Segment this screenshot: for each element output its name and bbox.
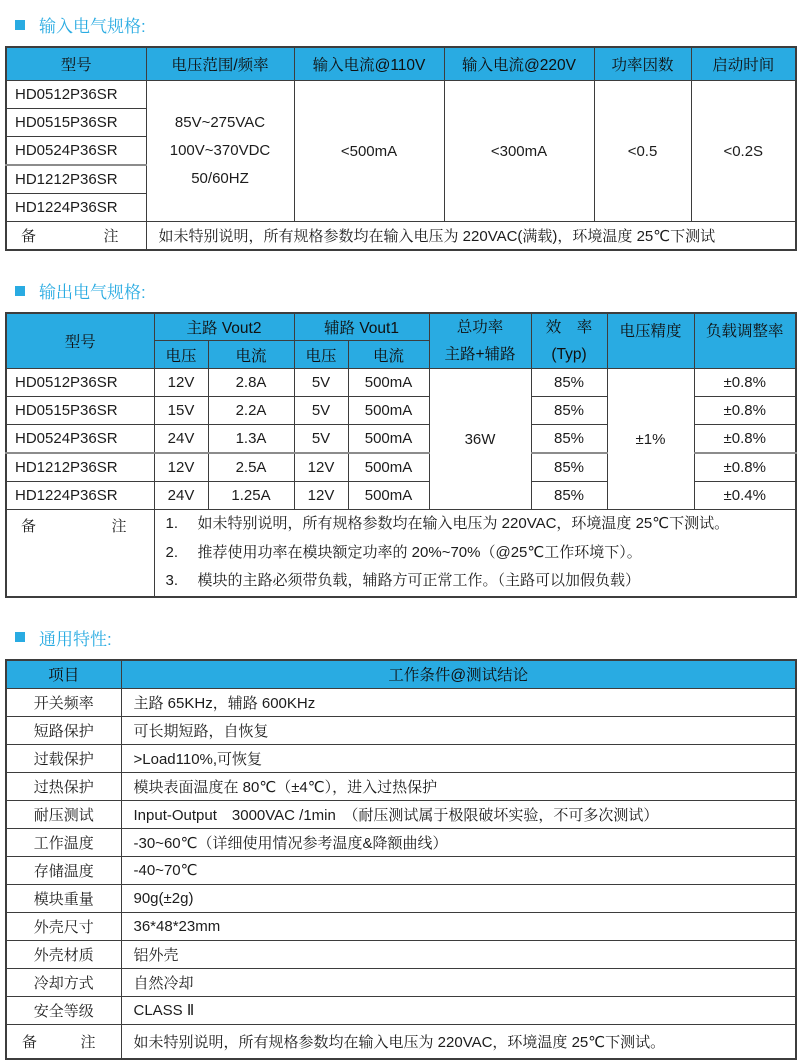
efficiency-cell: 85% [531,482,607,510]
aux-voltage-cell: 12V [294,482,348,510]
note-row [6,222,796,251]
model-cell: HD0515P36SR [6,109,146,137]
col-header-current-110: 输入电流@110V [294,47,444,81]
value-cell: -40~70℃ [121,856,796,884]
table-row [6,828,796,856]
load-regulation-cell: ±0.4% [694,482,796,510]
item-cell: 安全等级 [6,996,121,1024]
note-row [6,1024,796,1059]
value-cell: 主路 65KHz，辅路 600KHz [121,688,796,716]
table-row [6,856,796,884]
aux-current-cell: 500mA [348,482,429,510]
efficiency-cell: 85% [531,425,607,454]
col-header-current-220: 输入电流@220V [444,47,594,81]
load-regulation-cell: ±0.8% [694,425,796,454]
item-cell: 存储温度 [6,856,121,884]
aux-voltage-cell: 5V [294,397,348,425]
input-spec-table [5,46,797,251]
value-cell: -30~60℃（详细使用情况参考温度&降额曲线） [121,828,796,856]
item-cell: 短路保护 [6,716,121,744]
item-cell: 模块重量 [6,884,121,912]
startup-time-cell: <0.2S [691,81,796,222]
main-current-cell: 2.2A [208,397,294,425]
item-cell: 外壳尺寸 [6,912,121,940]
main-current-cell: 2.8A [208,369,294,397]
efficiency-cell: 85% [531,369,607,397]
main-voltage-cell: 24V [154,425,208,454]
section-header-output [15,278,800,303]
col-header-main-current: 电流 [208,341,294,369]
section-title-general: 通用特性: [39,629,112,649]
col-header-aux-voltage: 电压 [294,341,348,369]
col-header-model: 型号 [6,47,146,81]
model-cell: HD0512P36SR [6,369,154,397]
section-header-general [15,625,800,650]
value-cell: 自然冷却 [121,968,796,996]
col-header-aux-current: 电流 [348,341,429,369]
aux-voltage-cell: 5V [294,425,348,454]
col-header-main-voltage: 电压 [154,341,208,369]
main-voltage-cell: 15V [154,397,208,425]
note-row [6,510,796,597]
col-header-aux-output: 辅路 Vout1 [294,313,429,341]
item-cell: 冷却方式 [6,968,121,996]
aux-voltage-cell: 5V [294,369,348,397]
efficiency-cell: 85% [531,453,607,482]
model-cell: HD0524P36SR [6,425,154,454]
item-cell: 过载保护 [6,744,121,772]
efficiency-cell: 85% [531,397,607,425]
col-header-load-regulation: 负载调整率 [694,313,796,369]
main-voltage-cell: 24V [154,482,208,510]
col-header-voltage-precision: 电压精度 [607,313,694,369]
power-factor-cell: <0.5 [594,81,691,222]
section-title-output: 输出电气规格: [39,283,146,302]
current-110-cell: <500mA [294,81,444,222]
col-header-condition: 工作条件@测试结论 [121,660,796,689]
load-regulation-cell: ±0.8% [694,369,796,397]
general-spec-table [5,659,797,1060]
section-title-input: 输入电气规格: [39,17,146,36]
section-bullet-icon [15,632,25,642]
value-cell: CLASS Ⅱ [121,996,796,1024]
note-label-cell: 备 注 [6,510,154,597]
value-cell: 90g(±2g) [121,884,796,912]
col-header-startup-time: 启动时间 [691,47,796,81]
col-header-voltage-range: 电压范围/频率 [146,47,294,81]
aux-current-cell: 500mA [348,453,429,482]
section-bullet-icon [15,20,25,30]
model-cell: HD1224P36SR [6,482,154,510]
voltage-range-cell: 85V~275VAC 100V~370VDC 50/60HZ [146,81,294,222]
general-table-header-row [6,660,796,689]
note-text-cell: 如未特别说明，所有规格参数均在输入电压为 220VAC，环境温度 25℃下测试。 [121,1024,796,1059]
table-row [6,800,796,828]
aux-current-cell: 500mA [348,369,429,397]
model-cell: HD1212P36SR [6,453,154,482]
note-label-cell: 备 注 [6,222,146,251]
main-current-cell: 2.5A [208,453,294,482]
model-cell: HD1224P36SR [6,194,146,222]
aux-current-cell: 500mA [348,397,429,425]
output-header-row-1 [6,313,796,341]
col-header-main-output: 主路 Vout2 [154,313,294,341]
table-row [6,968,796,996]
table-row [6,772,796,800]
value-cell: Input-Output 3000VAC /1min （耐压测试属于极限破坏实验，不可多次测试） [121,800,796,828]
model-cell: HD0512P36SR [6,81,146,109]
table-row [6,688,796,716]
table-row [6,716,796,744]
value-cell: 铝外壳 [121,940,796,968]
table-row [6,940,796,968]
table-row [6,996,796,1024]
main-voltage-cell: 12V [154,453,208,482]
aux-voltage-cell: 12V [294,453,348,482]
total-power-cell: 36W [429,369,531,510]
main-current-cell: 1.3A [208,425,294,454]
col-header-power-factor: 功率因数 [594,47,691,81]
input-table-header-row [6,47,796,81]
table-row [6,744,796,772]
current-220-cell: <300mA [444,81,594,222]
section-header-input [15,12,800,37]
load-regulation-cell: ±0.8% [694,453,796,482]
note-item: 2. 推荐使用功率在模块额定功率的 20%~70%（@25℃工作环境下）。 [165,543,642,561]
col-header-model: 型号 [6,313,154,369]
section-bullet-icon [15,286,25,296]
col-header-efficiency: 效 率 (Typ) [531,313,607,369]
load-regulation-cell: ±0.8% [694,397,796,425]
value-cell: >Load110%,可恢复 [121,744,796,772]
table-row [6,81,796,109]
table-row [6,884,796,912]
output-spec-table [5,312,797,598]
model-cell: HD0524P36SR [6,137,146,166]
main-current-cell: 1.25A [208,482,294,510]
voltage-precision-cell: ±1% [607,369,694,510]
main-voltage-cell: 12V [154,369,208,397]
item-cell: 耐压测试 [6,800,121,828]
value-cell: 模块表面温度在 80℃（±4℃），进入过热保护 [121,772,796,800]
note-item: 3. 模块的主路必须带负载，辅路方可正常工作。（主路可以加假负载） [165,572,641,589]
item-cell: 过热保护 [6,772,121,800]
model-cell: HD1212P36SR [6,165,146,194]
notes-cell [154,510,796,597]
value-cell: 可长期短路，自恢复 [121,716,796,744]
item-cell: 开关频率 [6,688,121,716]
note-text-cell: 如未特别说明，所有规格参数均在输入电压为 220VAC(满载)，环境温度 25℃下测试 [146,222,796,251]
item-cell: 外壳材质 [6,940,121,968]
table-row [6,912,796,940]
aux-current-cell: 500mA [348,425,429,454]
note-label-cell: 备 注 [6,1024,121,1059]
col-header-item: 项目 [6,660,121,689]
value-cell: 36*48*23mm [121,912,796,940]
item-cell: 工作温度 [6,828,121,856]
table-row [6,369,796,397]
note-item: 1. 如未特别说明，所有规格参数均在输入电压为 220VAC，环境温度 25℃下测试。 [165,515,730,532]
model-cell: HD0515P36SR [6,397,154,425]
col-header-total-power: 总功率 主路+辅路 [429,313,531,369]
